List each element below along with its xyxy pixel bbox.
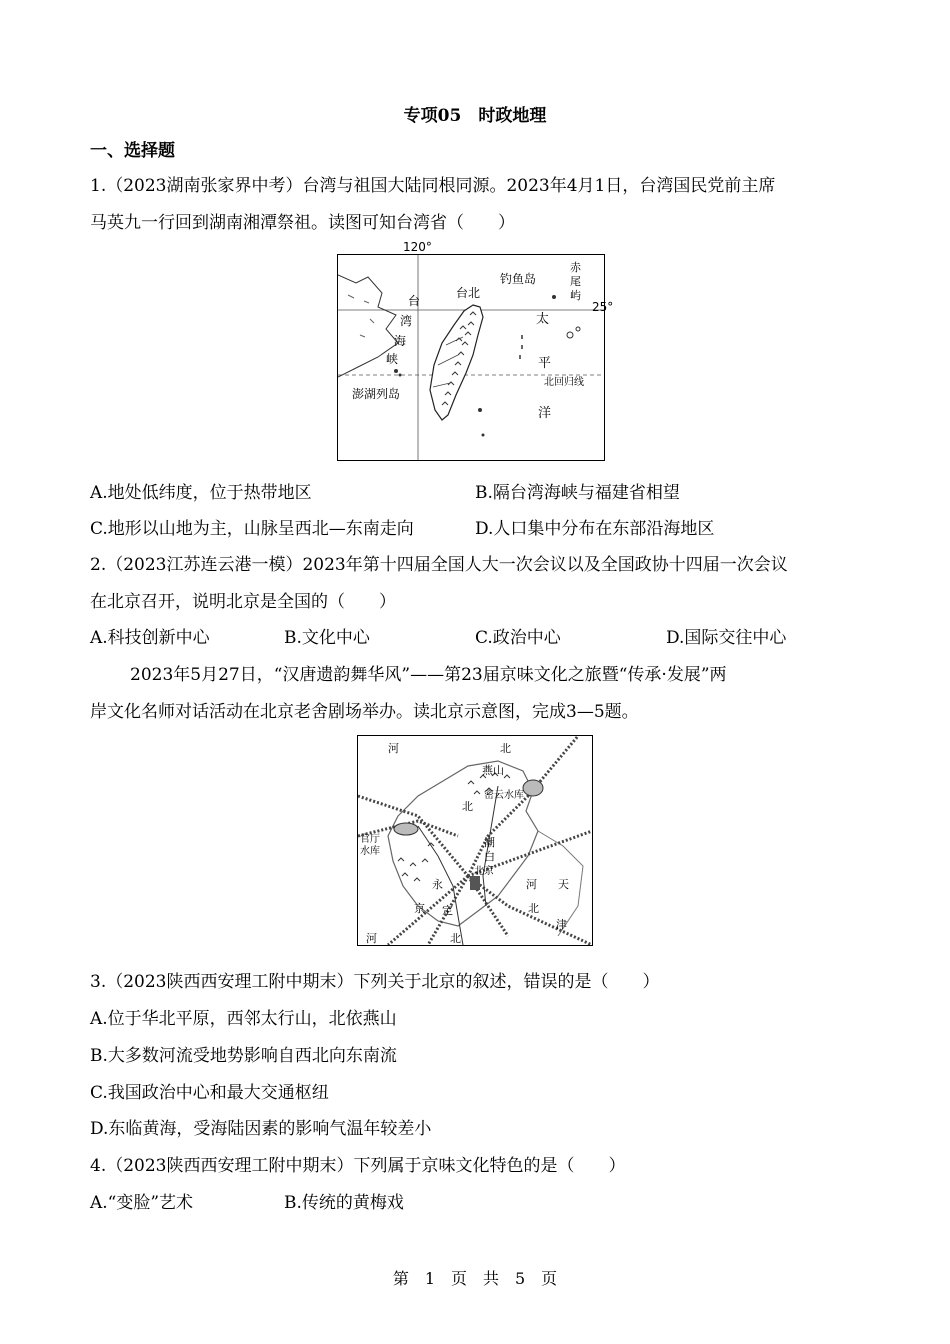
strait-label-1: 台 bbox=[408, 294, 421, 308]
passage-line2: 岸文化名师对话活动在北京老舍剧场举办。读北京示意图，完成3—5题。 bbox=[90, 702, 639, 722]
beijing-label: 北京 bbox=[474, 866, 494, 877]
q2-option-b: B.文化中心 bbox=[284, 628, 370, 648]
penghu-label: 澎湖列岛 bbox=[352, 387, 401, 401]
page-footer: 第 1 页 共 5 页 bbox=[392, 1269, 558, 1288]
pacific-label-3: 洋 bbox=[538, 406, 552, 421]
hebei-n-label-1: 河 bbox=[388, 742, 399, 755]
beijing-map bbox=[357, 735, 593, 946]
strait-label-3: 海 bbox=[394, 334, 407, 348]
diaoyu-label: 钓鱼岛 bbox=[500, 272, 537, 286]
section-heading: 一、选择题 bbox=[90, 141, 175, 161]
yongding-label-1: 永 bbox=[432, 878, 443, 891]
chaobai-label-1: 潮 bbox=[484, 836, 495, 849]
pacific-label-2: 平 bbox=[538, 356, 552, 371]
strait-label-2: 湾 bbox=[400, 314, 413, 328]
tropic-label: 北回归线 bbox=[544, 377, 584, 388]
jing-label: 京 bbox=[414, 902, 425, 915]
hebei-e-label-1: 河 bbox=[526, 878, 537, 891]
chiwei-label-1: 赤 bbox=[570, 261, 581, 274]
q1-option-b: B.隔台湾海峡与福建省相望 bbox=[475, 483, 680, 503]
hebei-s-label-1: 河 bbox=[366, 932, 377, 945]
strait-label-4: 峡 bbox=[386, 352, 399, 366]
q1-option-d: D.人口集中分布在东部沿海地区 bbox=[475, 519, 715, 539]
chaobai-label-2: 白 bbox=[484, 850, 495, 863]
q4-option-b: B.传统的黄梅戏 bbox=[284, 1193, 404, 1213]
q2-stem-line1: 2.（2023江苏连云港一模）2023年第十四届全国人大一次会议以及全国政协十四届一次会议 bbox=[90, 555, 788, 575]
hebei-n-label-2: 北 bbox=[500, 742, 511, 755]
taiwan-map bbox=[337, 254, 605, 461]
q4-option-a: A.“变脸”艺术 bbox=[90, 1193, 194, 1213]
q2-option-d: D.国际交往中心 bbox=[666, 628, 787, 648]
q2-option-c: C.政治中心 bbox=[475, 628, 561, 648]
yanshan-label: 燕山 bbox=[482, 764, 504, 777]
q2-option-a: A.科技创新中心 bbox=[90, 628, 210, 648]
q1-option-c: C.地形以山地为主，山脉呈西北—东南走向 bbox=[90, 519, 414, 539]
bei-label: 北 bbox=[462, 800, 473, 813]
q3-stem: 3.（2023陕西西安理工附中期末）下列关于北京的叙述，错误的是（ ） bbox=[90, 972, 660, 992]
chiwei-label-3: 屿 bbox=[570, 289, 581, 302]
hebei-e-label-2: 北 bbox=[528, 902, 539, 915]
q1-stem-line1: 1.（2023湖南张家界中考）台湾与祖国大陆同根同源。2023年4月1日，台湾国民党前主席 bbox=[90, 176, 776, 196]
q2-stem-line2: 在北京召开，说明北京是全国的（ ） bbox=[90, 592, 396, 612]
tianjin-label-1: 天 bbox=[558, 878, 569, 891]
guanting-label-2: 水库 bbox=[360, 846, 380, 857]
chiwei-label-2: 尾 bbox=[570, 275, 581, 288]
latitude-label: 25° bbox=[592, 300, 614, 314]
q3-option-c: C.我国政治中心和最大交通枢纽 bbox=[90, 1083, 329, 1103]
yongding-label-2: 定 bbox=[442, 904, 453, 917]
q3-option-b: B.大多数河流受地势影响自西北向东南流 bbox=[90, 1046, 397, 1066]
q3-option-a: A.位于华北平原，西邻太行山，北依燕山 bbox=[90, 1009, 397, 1029]
miyun-label: 密云水库 bbox=[484, 790, 524, 801]
guanting-label-1: 官厅 bbox=[360, 834, 380, 845]
page-title: 专项05 时政地理 bbox=[403, 106, 547, 126]
q1-stem-line2: 马英九一行回到湖南湘潭祭祖。读图可知台湾省（ ） bbox=[90, 213, 515, 233]
q1-option-a: A.地处低纬度，位于热带地区 bbox=[90, 483, 312, 503]
longitude-label: 120° bbox=[403, 240, 432, 254]
tianjin-label-2: 津 bbox=[556, 918, 567, 931]
q4-stem: 4.（2023陕西西安理工附中期末）下列属于京味文化特色的是（ ） bbox=[90, 1156, 626, 1176]
taipei-label: 台北 bbox=[456, 286, 481, 300]
hebei-s-label-2: 北 bbox=[450, 932, 461, 945]
q3-option-d: D.东临黄海，受海陆因素的影响气温年较差小 bbox=[90, 1119, 432, 1139]
pacific-label-1: 太 bbox=[536, 312, 550, 327]
passage-line1: 2023年5月27日，“汉唐遗韵舞华风”——第23届京味文化之旅暨“传承·发展”两 bbox=[130, 665, 727, 685]
